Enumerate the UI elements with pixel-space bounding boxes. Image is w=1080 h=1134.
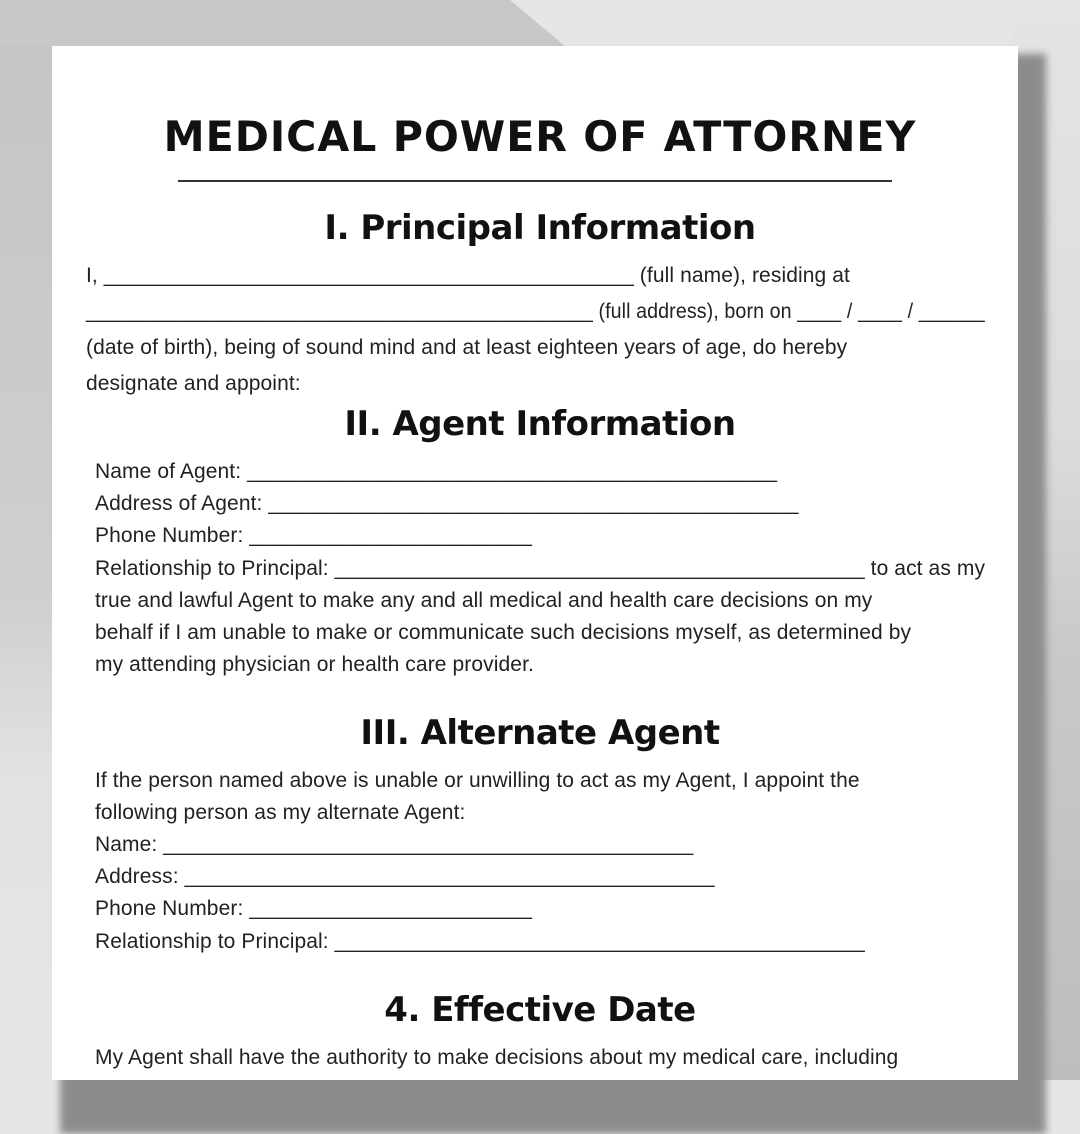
agent-authority-text: true and lawful Agent to make any and all medical and health care decisions on my — [95, 589, 873, 612]
alternate-intro-text: If the person named above is unable or unwilling to act as my Agent, I appoint the — [95, 769, 860, 792]
agent-authority-text: my attending physician or health care provider. — [95, 653, 534, 676]
section-heading-principal: I. Principal Information — [324, 208, 756, 248]
alternate-intro-text: following person as my alternate Agent: — [95, 801, 466, 824]
agent-phone-field: Phone Number: ________________________ — [95, 524, 533, 547]
alternate-address-field: Address: _____________________________________________ — [95, 865, 715, 888]
section-heading-agent: II. Agent Information — [344, 404, 736, 444]
alternate-name-field: Name: _____________________________________________ — [95, 833, 694, 856]
alternate-phone-field: Phone Number: ________________________ — [95, 897, 533, 920]
principal-line: designate and appoint: — [86, 372, 301, 395]
section-heading-effective-date: 4. Effective Date — [384, 990, 696, 1030]
agent-address-field: Address of Agent: _____________________________________________ — [95, 492, 799, 515]
agent-authority-text: behalf if I am unable to make or communicate such decisions myself, as determined by — [95, 621, 912, 644]
background-left — [0, 0, 60, 1080]
principal-line: ______________________________________________ (full address), born on ____ / ____ / ______ — [86, 300, 985, 323]
title-divider — [178, 180, 892, 182]
principal-line: (date of birth), being of sound mind and at least eighteen years of age, do hereby — [86, 336, 848, 359]
alternate-relationship-field: Relationship to Principal: _____________________________________________ — [95, 930, 865, 953]
section-heading-alternate: III. Alternate Agent — [360, 713, 720, 753]
agent-relationship-field: Relationship to Principal: _____________________________________________ to act as my — [95, 557, 986, 580]
principal-line: I, _____________________________________________ (full name), residing at — [86, 264, 850, 287]
document-title: MEDICAL POWER OF ATTORNEY — [163, 112, 917, 161]
agent-name-field: Name of Agent: _____________________________________________ — [95, 460, 778, 483]
effective-date-text: My Agent shall have the authority to make decisions about my medical care, including — [95, 1046, 899, 1069]
